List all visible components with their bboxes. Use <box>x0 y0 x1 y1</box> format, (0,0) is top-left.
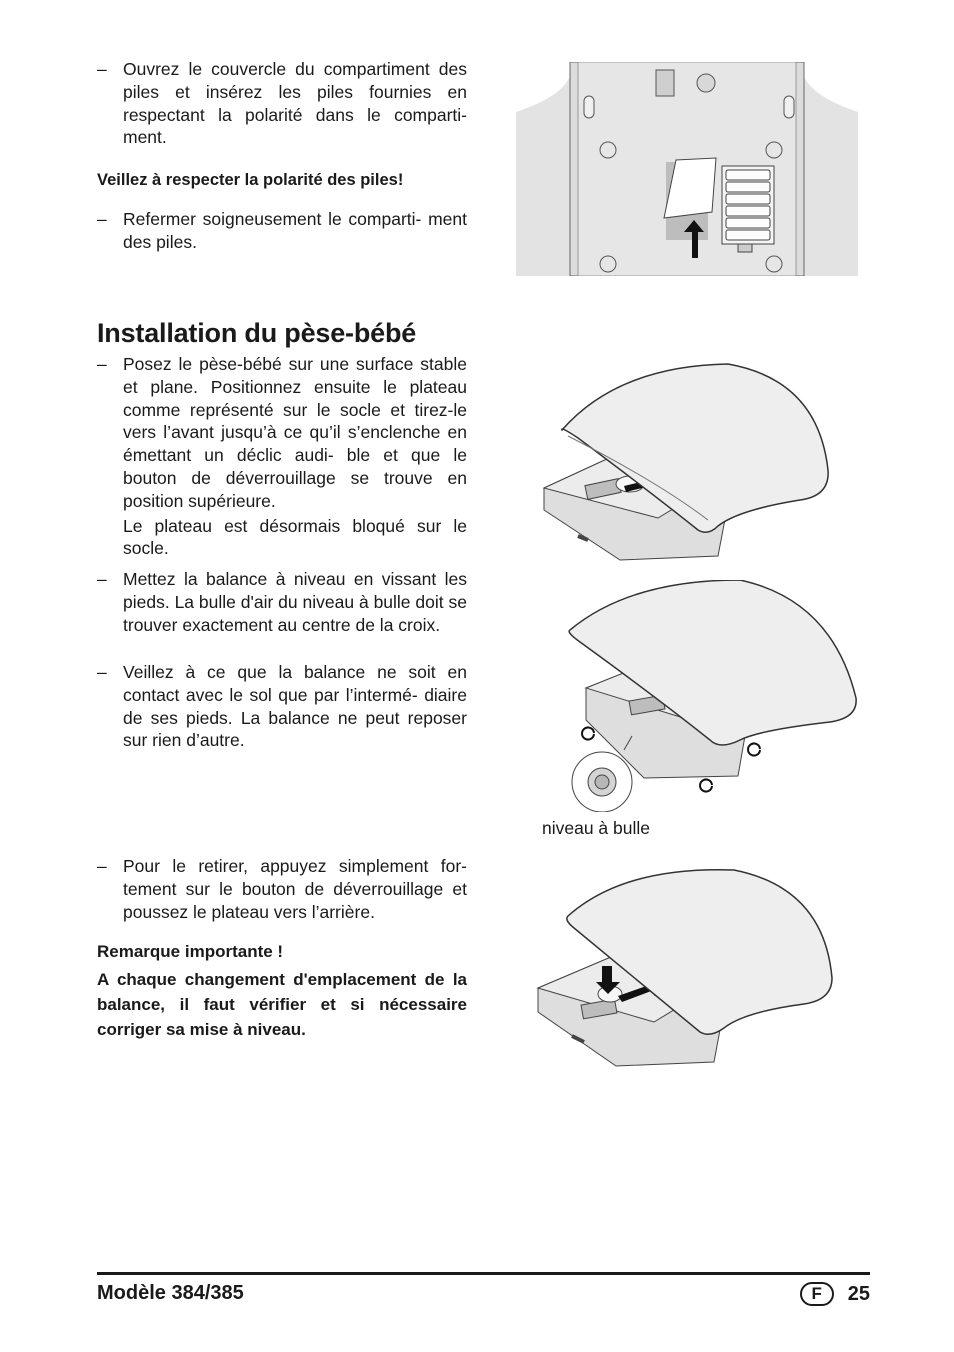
language-badge: F <box>800 1282 834 1306</box>
tray-removal-illustration <box>534 866 834 1070</box>
page-number: 25 <box>847 1282 870 1305</box>
note-body: A chaque changement d'emplacement de la balance, il faut vérifier et si nécessaire corriger sa mise à niveau. <box>97 970 467 1039</box>
footer-rule <box>97 1272 870 1275</box>
leveling-illustration <box>540 580 860 812</box>
tray-mount-illustration <box>538 360 838 566</box>
note-title: Remarque importante ! <box>97 942 284 961</box>
battery-compartment-illustration <box>516 62 858 276</box>
bullet-text: Mettez la balance à niveau en vissant les pieds. La bulle d'air du niveau à bulle doit se trouver exactement au centre de la croix. <box>123 569 467 635</box>
bullet-open-battery: – Ouvrez le couvercle du compartiment des piles et insérez les piles fournies en respectant la polarité dans le comparti- ment. <box>97 59 467 148</box>
bullet-level-scale: – Mettez la balance à niveau en vissant les pieds. La bulle d'air du niveau à bulle doit se trouver exactement au centre de la croix. <box>97 569 467 635</box>
bullet-text: Veillez à ce que la balance ne soit en contact avec le sol que par l’intermé- diaire de ses pieds. La balance ne peut reposer sur rien d’autre. <box>123 662 467 751</box>
bullet-text: Posez le pèse-bébé sur une surface stable et plane. Positionnez ensuite le plateau comme représenté sur le socle et tirez-le vers l’avant jusqu’à ce qu’il s’enclenche en émettant un déclic audi- ble et que le bouton de déverrouillage se trouve en position supérieure. <box>123 354 467 511</box>
bullet-close-battery: – Refermer soigneusement le comparti- ment des piles. <box>97 209 467 252</box>
footer-page-info <box>800 1282 870 1306</box>
bullet-feet-contact: – Veillez à ce que la balance ne soit en contact avec le sol que par l’intermé- diaire de ses pieds. La balance ne peut reposer sur rien d’autre. <box>97 662 467 751</box>
polarity-warning: Veillez à respecter la polarité des piles! <box>97 171 404 189</box>
bullet-text: Le plateau est désormais bloqué sur le socle. <box>123 515 467 559</box>
bubble-level-caption: niveau à bulle <box>542 818 650 838</box>
bullet-text: Refermer soigneusement le comparti- ment des piles. <box>123 209 467 252</box>
bullet-place-scale: – Posez le pèse-bébé sur une surface stable et plane. Positionnez ensuite le plateau comme représenté sur le socle et tirez-le vers l’avant jusqu’à ce qu’il s’enclenche en émettant un déclic audi- ble et que le bouton de déverrouillage se trouve en position supérieure. Le plateau est désormais bloqué sur le socle. <box>97 354 467 559</box>
footer-model: Modèle 384/385 <box>97 1282 244 1304</box>
section-heading: Installation du pèse-bébé <box>97 318 417 348</box>
bullet-text: Pour le retirer, appuyez simplement for- tement sur le bouton de déverrouillage et poussez le plateau vers l’arrière. <box>123 856 467 922</box>
bullet-text: Ouvrez le couvercle du compartiment des piles et insérez les piles fournies en respectant la polarité dans le comparti- ment. <box>123 59 467 148</box>
bullet-remove-tray: – Pour le retirer, appuyez simplement for- tement sur le bouton de déverrouillage et poussez le plateau vers l’arrière. <box>97 856 467 922</box>
